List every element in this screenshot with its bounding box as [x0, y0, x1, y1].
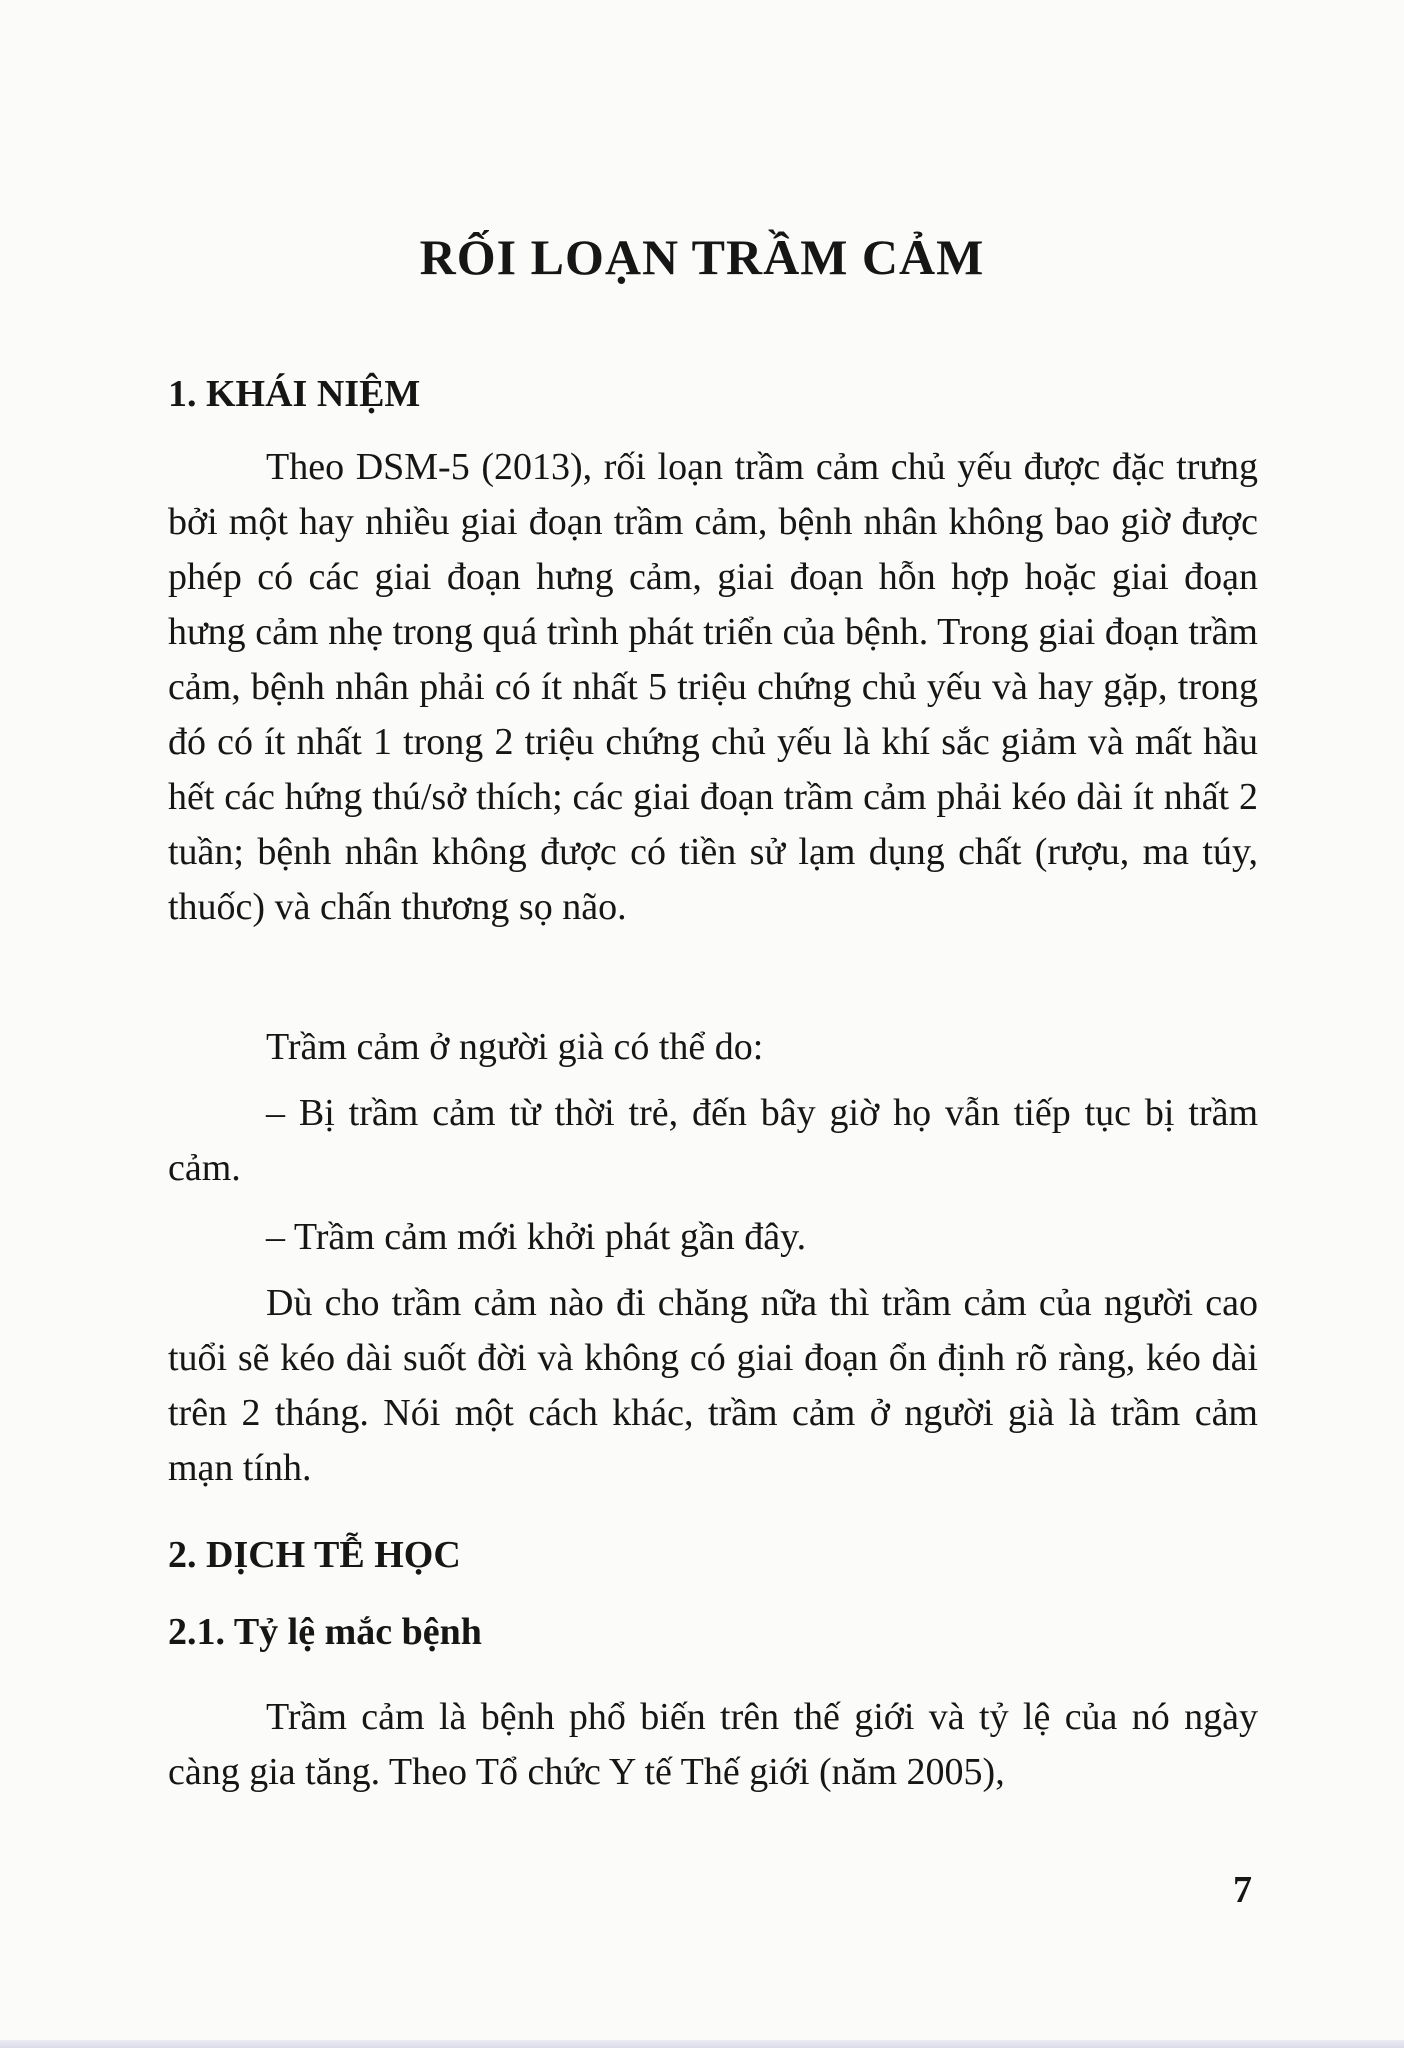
section-heading-concept: 1. KHÁI NIỆM [168, 373, 421, 415]
paragraph-chronic-depression: Dù cho trầm cảm nào đi chăng nữa thì trầm cảm của người cao tuổi sẽ kéo dài suốt đời và không có giai đoạn ổn định rõ ràng, kéo dài trên 2 tháng. Nói một cách khác, trầm cảm ở người già là trầm cảm mạn tính. [168, 1282, 1258, 1489]
section-heading-epidemiology: 2. DỊCH TỄ HỌC [168, 1534, 461, 1576]
subsection-heading-prevalence: 2.1. Tỷ lệ mắc bệnh [168, 1611, 482, 1653]
list-item-cause-recent-onset: – Trầm cảm mới khởi phát gần đây. [266, 1216, 807, 1258]
paragraph-prevalence: Trầm cảm là bệnh phổ biến trên thế giới và tỷ lệ của nó ngày càng gia tăng. Theo Tổ chức Y tế Thế giới (năm 2005), [168, 1696, 1258, 1793]
chapter-title: RỐI LOẠN TRẦM CẢM [419, 229, 985, 285]
page-number: 7 [1233, 1869, 1252, 1911]
paragraph-elderly-causes-intro: Trầm cảm ở người già có thể do: [266, 1026, 764, 1068]
page-bottom-edge [0, 2040, 1404, 2048]
list-item-cause-youth: – Bị trầm cảm từ thời trẻ, đến bây giờ họ vẫn tiếp tục bị trầm cảm. [168, 1092, 1258, 1189]
paragraph-dsm5-definition: Theo DSM-5 (2013), rối loạn trầm cảm chủ yếu được đặc trưng bởi một hay nhiều giai đoạn trầm cảm, bệnh nhân không bao giờ được phép có các giai đoạn hưng cảm, giai đoạn hỗn hợp hoặc giai đoạn hưng cảm nhẹ trong quá trình phát triển của bệnh. Trong giai đoạn trầm cảm, bệnh nhân phải có ít nhất 5 triệu chứng chủ yếu và hay gặp, trong đó có ít nhất 1 trong 2 triệu chứng chủ yếu là khí sắc giảm và mất hầu hết các hứng thú/sở thích; các giai đoạn trầm cảm phải kéo dài ít nhất 2 tuần; bệnh nhân không được có tiền sử lạm dụng chất (rượu, ma túy, thuốc) và chấn thương sọ não. [168, 446, 1258, 928]
